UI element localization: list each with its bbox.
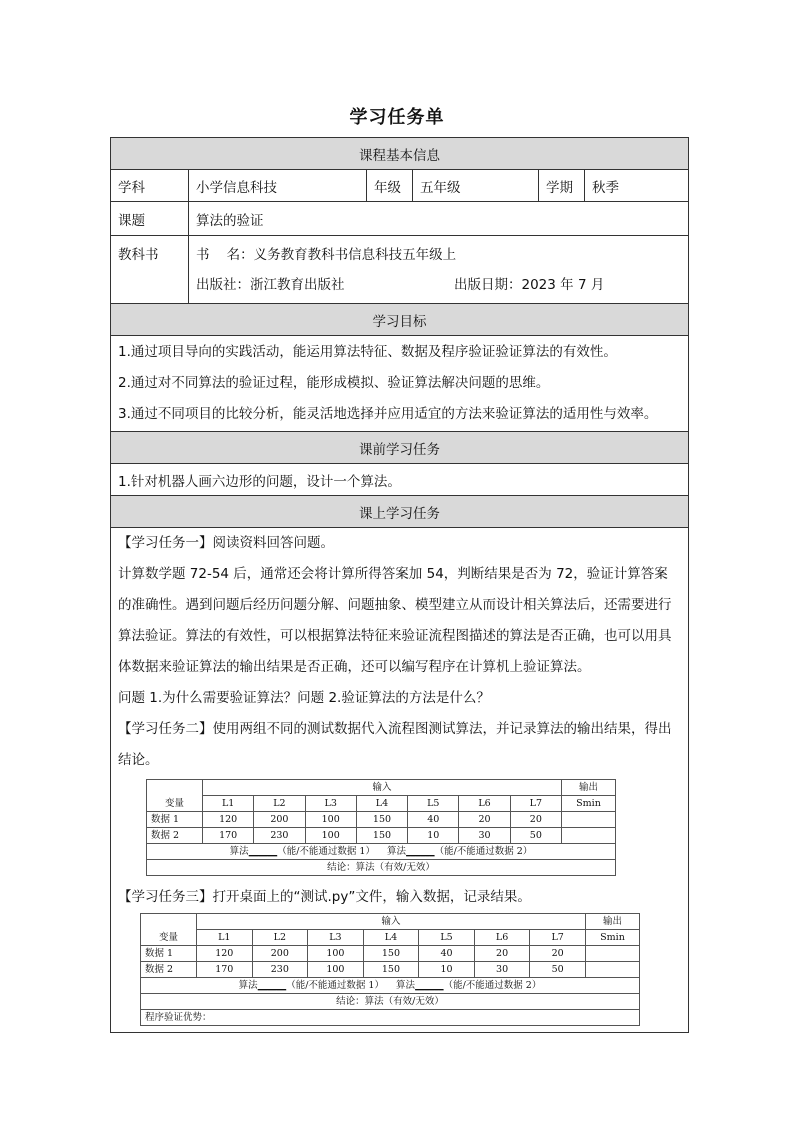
task1-title: 【学习任务一】阅读资料回答问题。 [118, 535, 334, 551]
cell: 150 [363, 946, 419, 962]
cell: 200 [254, 812, 305, 828]
objective-item: 3.通过不同项目的比较分析，能灵活地选择并应用适宜的方法来验证算法的适用性与效率。 [118, 406, 658, 422]
objective-item: 1.通过项目导向的实践活动，能运用算法特征、数据及程序验证验证算法的有效性。 [118, 344, 617, 360]
table-row [141, 962, 640, 978]
algo-prefix: 算法 [387, 846, 407, 857]
page-title: 学习任务单 [349, 107, 445, 128]
col-l6: L6 [459, 796, 510, 812]
pub-date: 出版日期：2023 年 7 月 [454, 276, 605, 293]
task3-title: 【学习任务三】打开桌面上的“测试.py”文件，输入数据，记录结果。 [118, 889, 531, 905]
term-label: 学期 [539, 170, 585, 202]
test-table-2 [140, 913, 640, 1026]
cell: 120 [203, 812, 254, 828]
cell: 40 [408, 812, 459, 828]
cell: 40 [419, 946, 475, 962]
cell: 100 [308, 946, 364, 962]
publisher-line [196, 270, 681, 300]
conclusion-row: 结论：算法（有效/无效） [147, 860, 616, 876]
textbook-info [189, 236, 689, 304]
book-name: 书 名：义务教育教科书信息科技五年级上 [196, 246, 457, 263]
col-l1: L1 [203, 796, 254, 812]
cell: 50 [530, 962, 586, 978]
col-l2: L2 [252, 930, 308, 946]
table-row [147, 828, 616, 844]
output-label: 输出 [586, 914, 640, 930]
cell: 10 [408, 828, 459, 844]
basic-info-header: 课程基本信息 [111, 138, 689, 170]
pre-task-text: 1.针对机器人画六边形的问题，设计一个算法。 [111, 464, 689, 496]
cell: 20 [510, 812, 561, 828]
algo-prefix: 算法 [238, 980, 258, 991]
algo-check-row [147, 844, 616, 860]
grade-value: 五年级 [413, 170, 539, 202]
task1-body: 计算数学题 72-54 后，通常还会将计算所得答案加 54，判断结果是否为 72，验证计算答案的准确性。遇到问题后经历问题分解、问题抽象、模型建立从而设计相关算法后，还需要进行算法验证。算法的有效性，可以根据算法特征来验证流程图描述的算法是否正确，也可以用具体数据来验证算法的输出结果是否正确，还可以编写程序在计算机上验证算法。 [118, 566, 672, 675]
cell: 30 [459, 828, 510, 844]
col-l4: L4 [356, 796, 407, 812]
algo-blank[interactable]: ______ [257, 980, 287, 991]
cell: 100 [305, 812, 356, 828]
cell: 230 [252, 962, 308, 978]
publisher: 出版社：浙江教育出版社 [196, 276, 345, 293]
row-name: 数据 2 [147, 828, 203, 844]
algo-note: （能/不能通过数据 1） [286, 980, 384, 991]
col-l1: L1 [197, 930, 253, 946]
row-name: 数据 2 [141, 962, 197, 978]
class-task-header: 课上学习任务 [111, 496, 689, 528]
cell: 20 [474, 946, 530, 962]
col-l2: L2 [254, 796, 305, 812]
output-cell[interactable] [562, 812, 616, 828]
table-row [147, 812, 616, 828]
cell: 100 [308, 962, 364, 978]
algo-blank[interactable]: ______ [415, 980, 444, 991]
advantage-row[interactable]: 程序验证优势： [141, 1010, 640, 1026]
textbook-label: 教科书 [111, 236, 189, 304]
output-var: Smin [586, 930, 640, 946]
cell: 170 [197, 962, 253, 978]
output-label: 输出 [562, 780, 616, 796]
class-task-body [111, 528, 689, 1033]
output-cell[interactable] [586, 946, 640, 962]
col-l7: L7 [510, 796, 561, 812]
col-l3: L3 [308, 930, 364, 946]
var-label: 变量 [147, 780, 203, 812]
subject-label: 学科 [111, 170, 189, 202]
cell: 200 [252, 946, 308, 962]
input-label: 输入 [197, 914, 586, 930]
term-value: 秋季 [585, 170, 689, 202]
algo-blank[interactable]: ______ [248, 846, 278, 857]
cell: 100 [305, 828, 356, 844]
task1-questions: 问题 1.为什么需要验证算法？问题 2.验证算法的方法是什么？ [118, 690, 490, 706]
objective-item: 2.通过对不同算法的验证过程，能形成模拟、验证算法解决问题的思维。 [118, 375, 550, 391]
test-table-1 [146, 779, 616, 876]
algo-check-row [141, 978, 640, 994]
cell: 150 [356, 812, 407, 828]
var-label: 变量 [141, 914, 197, 946]
col-l5: L5 [408, 796, 459, 812]
objectives-list [111, 336, 689, 432]
topic-value: 算法的验证 [189, 202, 689, 236]
algo-note: （能/不能通过数据 2） [434, 846, 533, 857]
col-l4: L4 [363, 930, 419, 946]
col-l6: L6 [474, 930, 530, 946]
task-sheet-table [110, 137, 689, 1033]
topic-label: 课题 [111, 202, 189, 236]
cell: 150 [356, 828, 407, 844]
cell: 120 [197, 946, 253, 962]
cell: 50 [510, 828, 561, 844]
output-cell[interactable] [562, 828, 616, 844]
row-name: 数据 1 [147, 812, 203, 828]
table-row [141, 946, 640, 962]
algo-prefix: 算法 [396, 980, 416, 991]
col-l7: L7 [530, 930, 586, 946]
algo-note: （能/不能通过数据 1） [277, 846, 375, 857]
cell: 10 [419, 962, 475, 978]
col-l3: L3 [305, 796, 356, 812]
row-name: 数据 1 [141, 946, 197, 962]
output-cell[interactable] [586, 962, 640, 978]
cell: 150 [363, 962, 419, 978]
cell: 30 [474, 962, 530, 978]
output-var: Smin [562, 796, 616, 812]
conclusion-row: 结论：算法（有效/无效） [141, 994, 640, 1010]
cell: 170 [203, 828, 254, 844]
cell: 230 [254, 828, 305, 844]
col-l5: L5 [419, 930, 475, 946]
pre-task-header: 课前学习任务 [111, 432, 689, 464]
subject-value: 小学信息科技 [189, 170, 367, 202]
grade-label: 年级 [367, 170, 413, 202]
cell: 20 [459, 812, 510, 828]
algo-blank[interactable]: ______ [406, 846, 435, 857]
cell: 20 [530, 946, 586, 962]
algo-prefix: 算法 [229, 846, 249, 857]
objectives-header: 学习目标 [111, 304, 689, 336]
input-label: 输入 [203, 780, 562, 796]
task2-title: 【学习任务二】使用两组不同的测试数据代入流程图测试算法，并记录算法的输出结果，得出结论。 [118, 721, 672, 768]
algo-note: （能/不能通过数据 2） [443, 980, 542, 991]
